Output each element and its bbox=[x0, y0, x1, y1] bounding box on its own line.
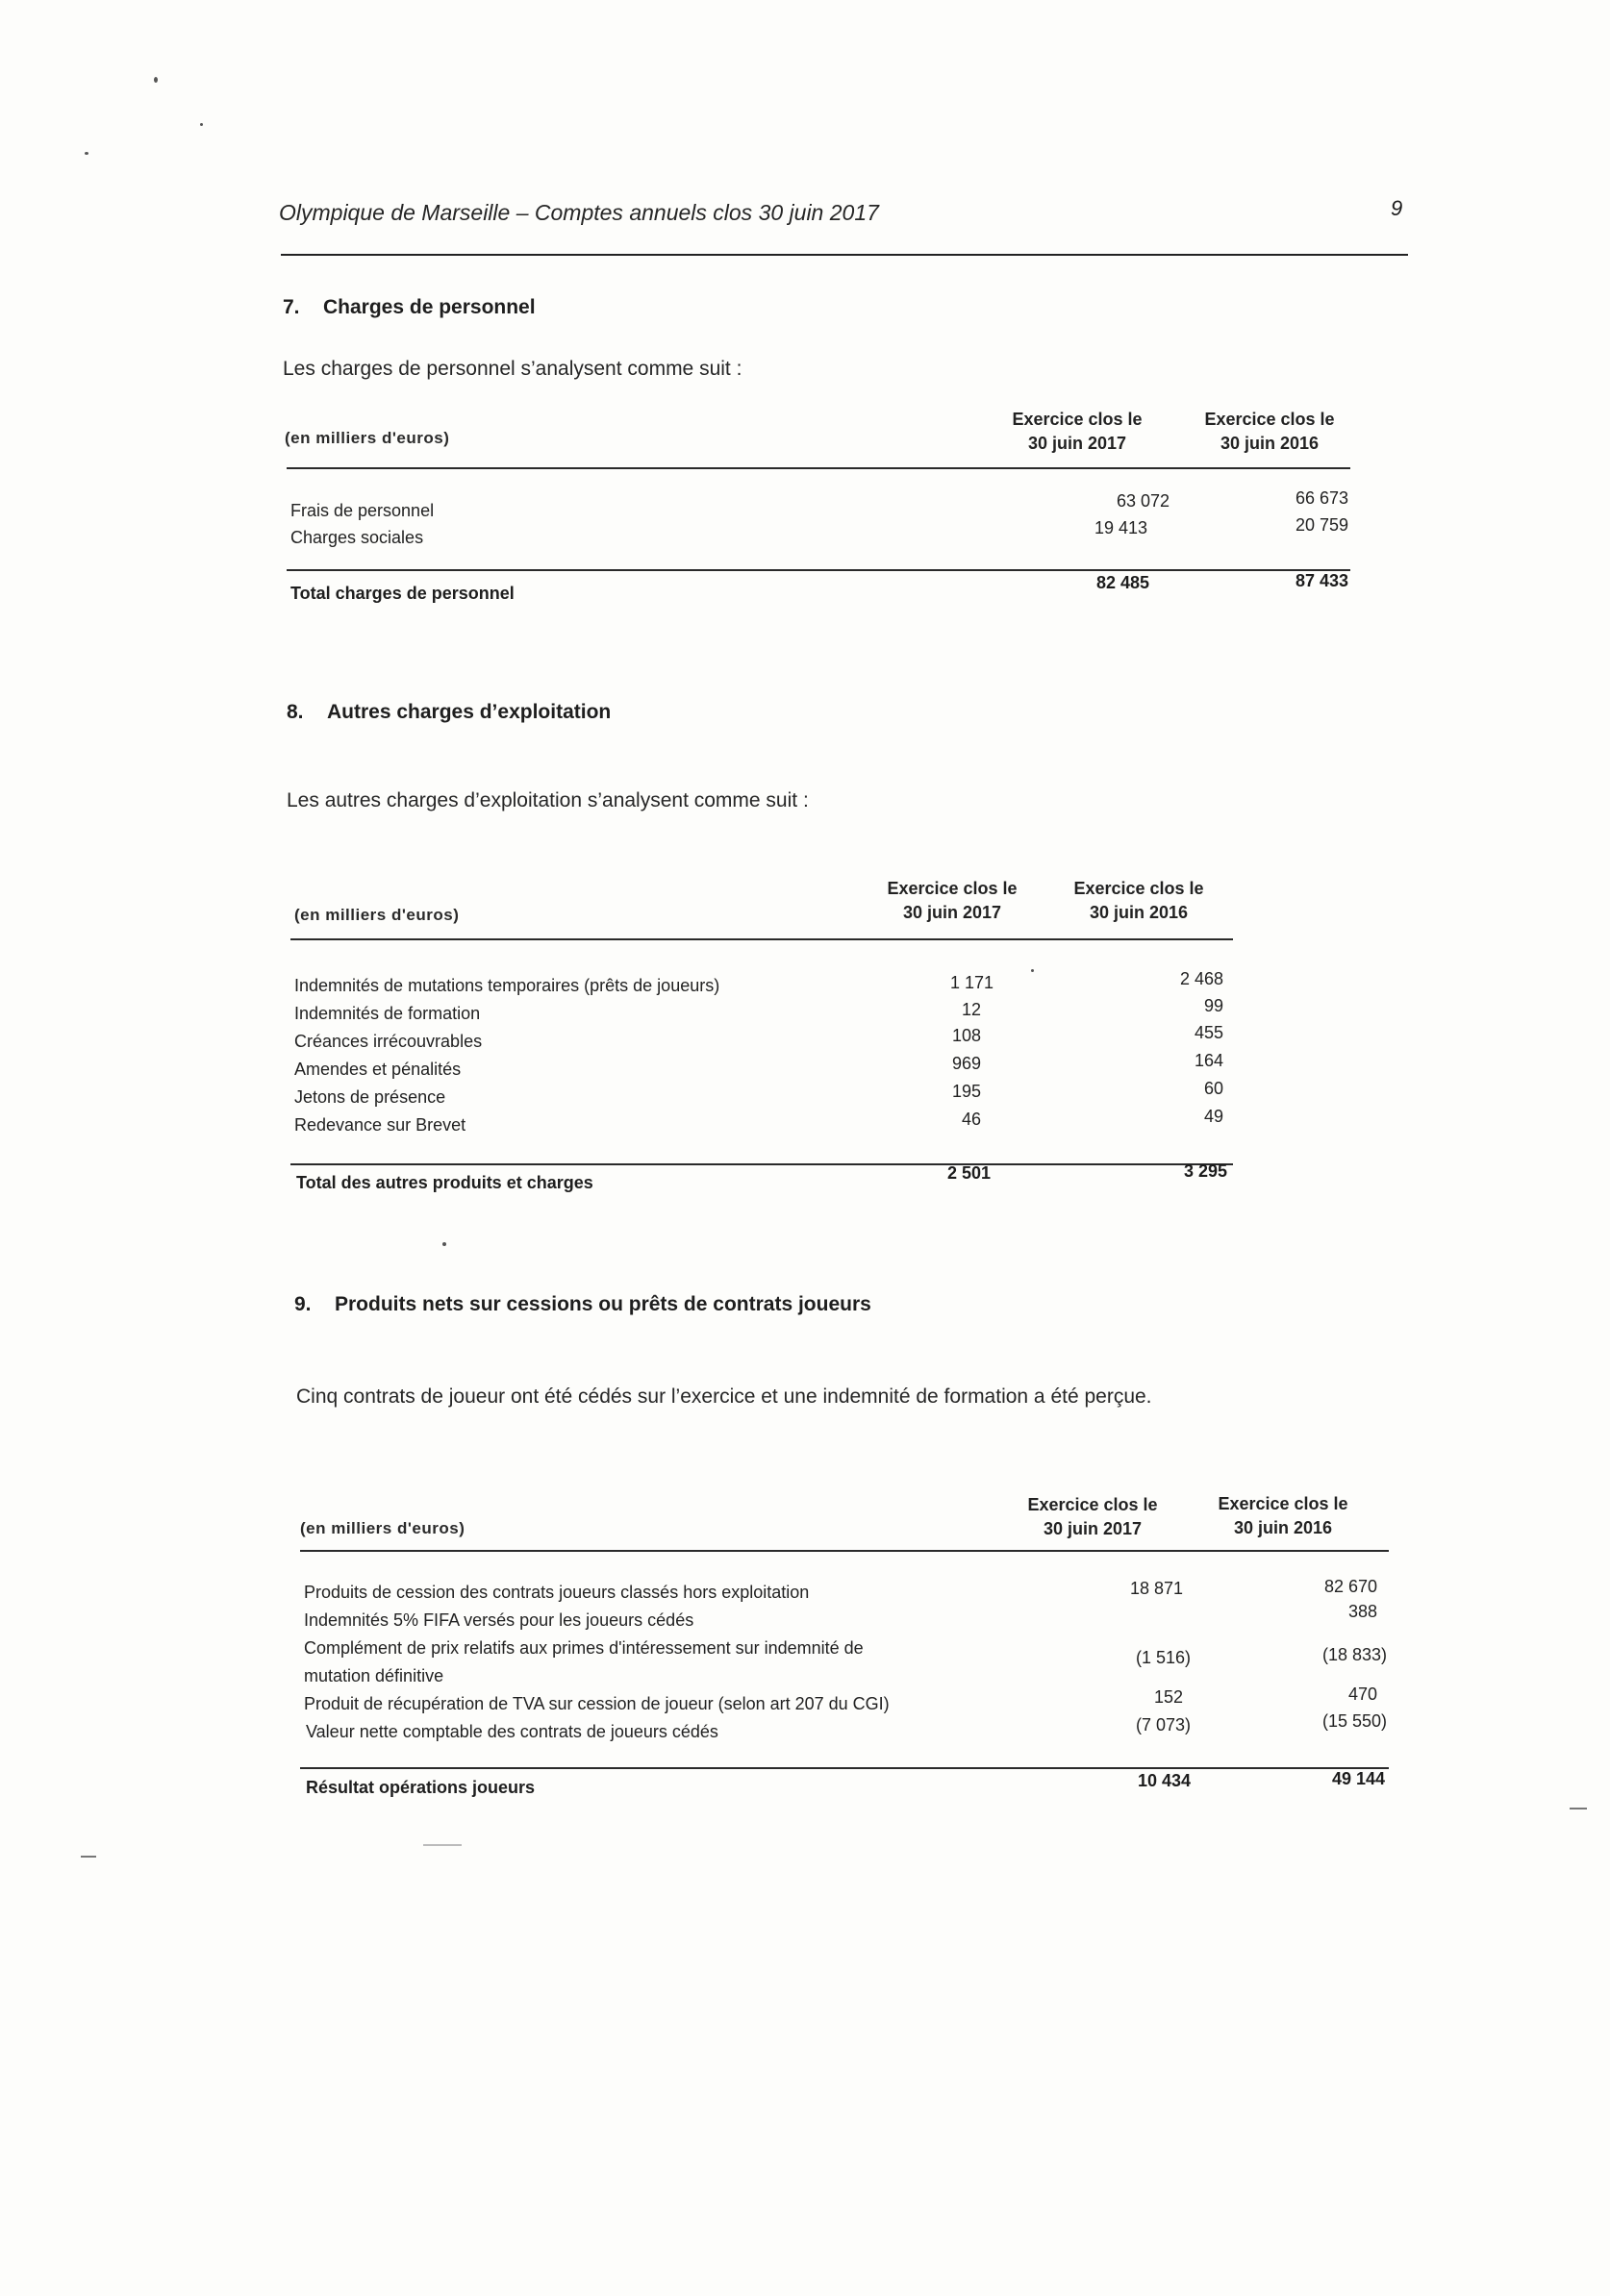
page-number: 9 bbox=[1391, 196, 1403, 220]
section-8-title bbox=[287, 701, 611, 724]
col-head-line2: 30 juin 2017 bbox=[902, 903, 1002, 922]
table-rule bbox=[287, 569, 1350, 571]
col-head-line2: 30 juin 2016 bbox=[1089, 903, 1189, 922]
table-row-label: Jetons de présence bbox=[294, 1087, 446, 1107]
col-head-line1: Exercice clos le bbox=[887, 879, 1018, 898]
table-total-label: Total des autres produits et charges bbox=[296, 1173, 593, 1192]
table-cell-2016: 60 bbox=[1203, 1079, 1223, 1098]
section-title-text: Charges de personnel bbox=[323, 296, 536, 318]
header-title: Olympique de Marseille – Comptes annuels clos 30 juin 2017 bbox=[279, 200, 879, 225]
table-total-2016: 49 144 bbox=[1331, 1769, 1385, 1788]
table-row-label: Valeur nette comptable des contrats de joueurs cédés bbox=[306, 1722, 718, 1741]
table-rule bbox=[300, 1767, 1389, 1769]
table-cell-2016: 2 468 bbox=[1179, 969, 1223, 988]
section-9-title bbox=[294, 1293, 871, 1316]
col-head-line2: 30 juin 2016 bbox=[1220, 434, 1320, 453]
table-total-2017: 10 434 bbox=[1137, 1771, 1191, 1790]
table-row-label: Redevance sur Brevet bbox=[294, 1115, 466, 1135]
section-9-intro: Cinq contrats de joueur ont été cédés sur l’exercice et une indemnité de formation a été perçue. bbox=[296, 1385, 1152, 1408]
table-cell-2017: 12 bbox=[961, 1000, 981, 1019]
col-head-line1: Exercice clos le bbox=[1012, 410, 1143, 429]
table-row-label: Produit de récupération de TVA sur cession de joueur (selon art 207 du CGI) bbox=[304, 1694, 890, 1713]
table-cell-2016: 388 bbox=[1347, 1602, 1377, 1621]
table-cell-2016: 66 673 bbox=[1295, 488, 1348, 508]
table-row-label: Charges sociales bbox=[290, 528, 424, 547]
table-row-label: Complément de prix relatifs aux primes d'intéressement sur indemnité de bbox=[304, 1638, 864, 1658]
table-rule bbox=[290, 938, 1233, 940]
table-row-label: Créances irrécouvrables bbox=[294, 1032, 483, 1051]
table-cell-2016: (15 550) bbox=[1321, 1711, 1387, 1731]
table-cell-2016: (18 833) bbox=[1321, 1645, 1387, 1664]
header-rule bbox=[281, 254, 1408, 256]
section-9-units: (en milliers d'euros) bbox=[300, 1519, 465, 1537]
table-cell-2017: 18 871 bbox=[1129, 1579, 1183, 1598]
table-cell-2016: 164 bbox=[1194, 1051, 1223, 1070]
table-total-label: Résultat opérations joueurs bbox=[306, 1778, 536, 1797]
table-total-2016: 87 433 bbox=[1295, 571, 1348, 590]
col-head-line1: Exercice clos le bbox=[1204, 410, 1335, 429]
scan-speck bbox=[442, 1242, 446, 1246]
col-head-line1: Exercice clos le bbox=[1073, 879, 1204, 898]
table-cell-2017: 19 413 bbox=[1094, 518, 1147, 537]
scan-mark bbox=[423, 1844, 462, 1846]
table-row-label: mutation définitive bbox=[304, 1666, 444, 1685]
section-title-text: Autres charges d’exploitation bbox=[327, 701, 612, 723]
table-cell-2017: 969 bbox=[951, 1054, 981, 1073]
table-row-label: Frais de personnel bbox=[290, 501, 435, 520]
table-total-2016: 3 295 bbox=[1183, 1161, 1227, 1181]
section-7-intro: Les charges de personnel s’analysent comme suit : bbox=[283, 358, 742, 380]
scan-mark bbox=[81, 1856, 96, 1858]
col-head-line1: Exercice clos le bbox=[1218, 1494, 1348, 1513]
section-8-col-2016 bbox=[1023, 877, 1254, 925]
table-cell-2017: 152 bbox=[1153, 1687, 1183, 1707]
scan-speck bbox=[200, 123, 203, 126]
table-cell-2016: 99 bbox=[1203, 996, 1223, 1015]
table-cell-2017: (7 073) bbox=[1135, 1715, 1191, 1734]
section-7-col-2016 bbox=[1154, 408, 1385, 456]
section-number: 7. bbox=[283, 296, 300, 318]
col-head-line2: 30 juin 2017 bbox=[1027, 434, 1127, 453]
table-total-2017: 2 501 bbox=[946, 1163, 991, 1183]
table-rule bbox=[290, 1163, 1233, 1165]
section-number: 8. bbox=[287, 701, 304, 723]
col-head-line2: 30 juin 2016 bbox=[1233, 1518, 1333, 1537]
table-rule bbox=[287, 467, 1350, 469]
table-cell-2016: 470 bbox=[1347, 1685, 1377, 1704]
table-cell-2016: 49 bbox=[1203, 1107, 1223, 1126]
table-cell-2017: 1 171 bbox=[949, 973, 994, 992]
table-rule bbox=[300, 1550, 1389, 1552]
table-row-label: Indemnités 5% FIFA versés pour les joueurs cédés bbox=[304, 1610, 694, 1630]
section-7-units: (en milliers d'euros) bbox=[285, 429, 450, 447]
table-cell-2017: 108 bbox=[951, 1026, 981, 1045]
section-number: 9. bbox=[294, 1293, 312, 1315]
table-row-label: Produits de cession des contrats joueurs classés hors exploitation bbox=[304, 1583, 810, 1602]
table-total-2017: 82 485 bbox=[1095, 573, 1149, 592]
section-8-intro: Les autres charges d’exploitation s’analysent comme suit : bbox=[287, 789, 809, 811]
table-cell-2016: 455 bbox=[1194, 1023, 1223, 1042]
table-cell-2017: (1 516) bbox=[1135, 1648, 1191, 1667]
table-cell-2017: 46 bbox=[961, 1110, 981, 1129]
section-title-text: Produits nets sur cessions ou prêts de contrats joueurs bbox=[335, 1293, 871, 1315]
table-row-label: Indemnités de formation bbox=[294, 1004, 481, 1023]
scan-mark bbox=[1570, 1808, 1587, 1809]
table-total-label: Total charges de personnel bbox=[290, 584, 515, 603]
scan-speck bbox=[154, 77, 158, 83]
table-row-label: Indemnités de mutations temporaires (prêts de joueurs) bbox=[294, 976, 720, 995]
section-9-col-2016 bbox=[1168, 1492, 1398, 1540]
col-head-line2: 30 juin 2017 bbox=[1043, 1519, 1143, 1538]
scan-speck bbox=[85, 152, 88, 155]
section-8-units: (en milliers d'euros) bbox=[294, 906, 460, 924]
table-row-label: Amendes et pénalités bbox=[294, 1060, 462, 1079]
table-cell-2016: 82 670 bbox=[1323, 1577, 1377, 1596]
table-cell-2017: 195 bbox=[951, 1082, 981, 1101]
section-7-title bbox=[283, 296, 536, 319]
table-cell-2017: 63 072 bbox=[1116, 491, 1170, 511]
table-cell-2016: 20 759 bbox=[1295, 515, 1348, 535]
col-head-line1: Exercice clos le bbox=[1027, 1495, 1158, 1514]
scan-speck bbox=[1031, 969, 1034, 972]
